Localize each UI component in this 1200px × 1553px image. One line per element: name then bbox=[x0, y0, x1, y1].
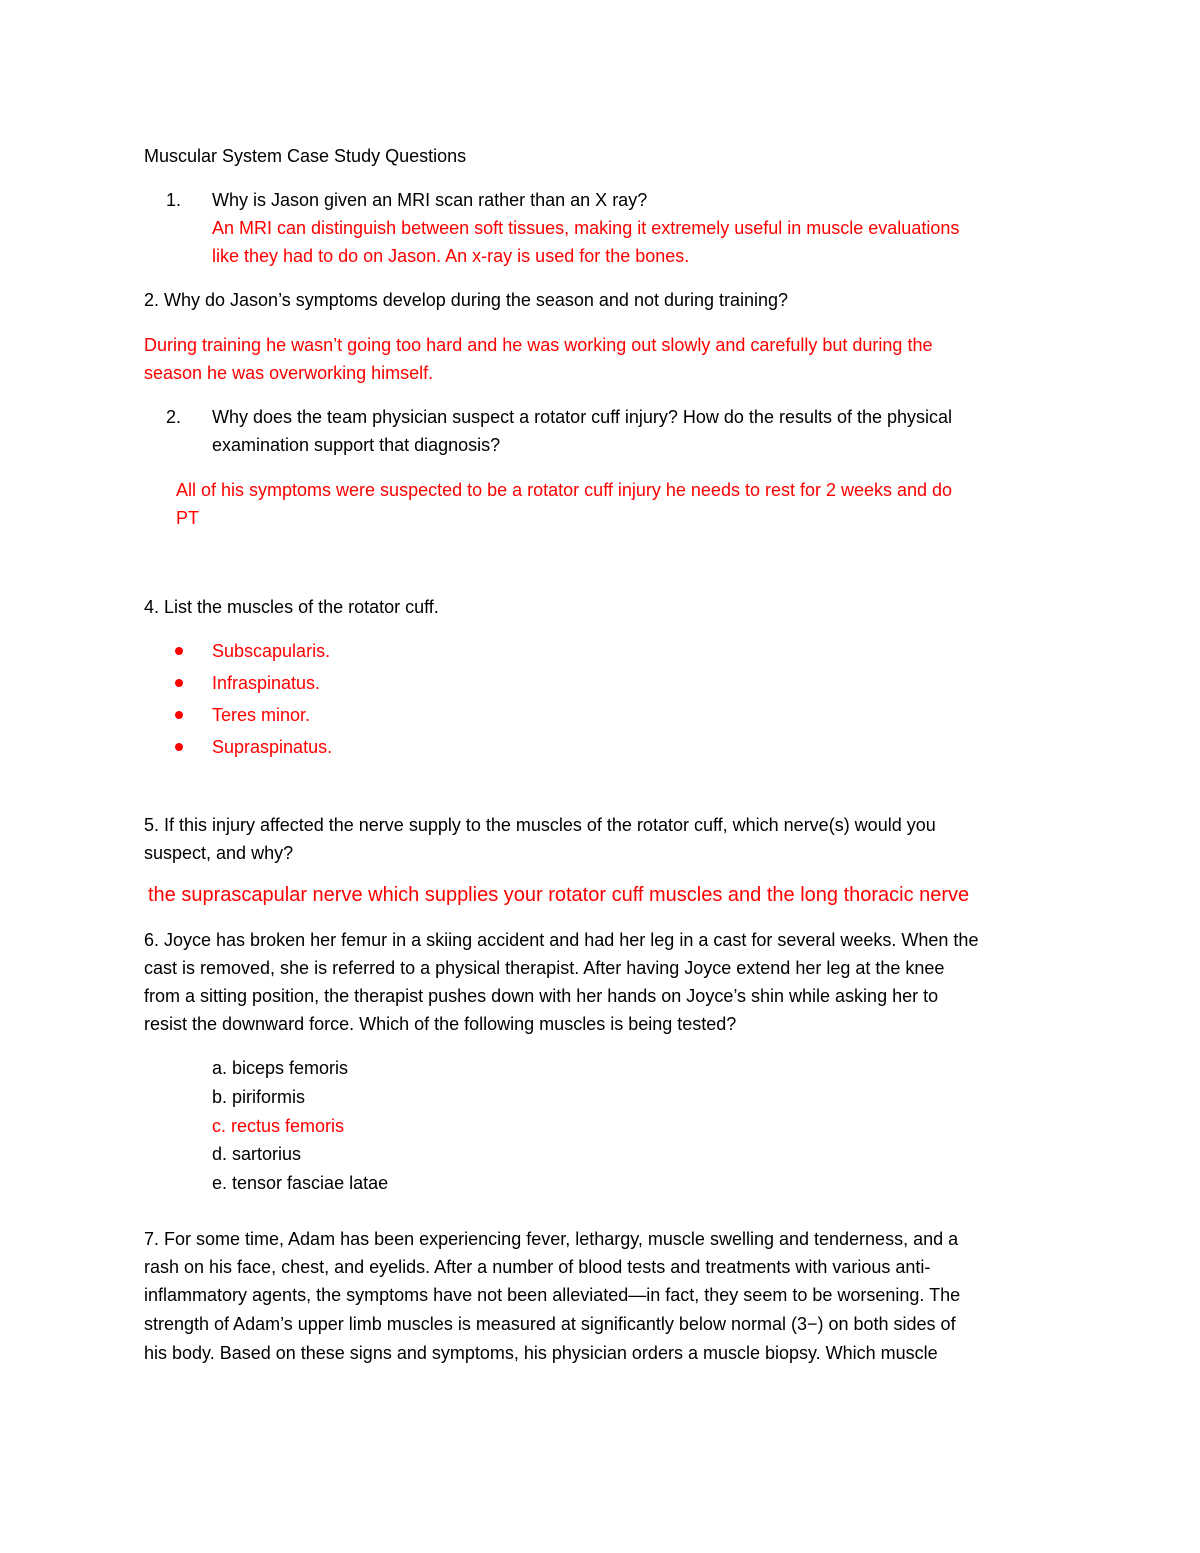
q6-question-line: 6. Joyce has broken her femur in a skiing accident and had her leg in a cast for several weeks. When the bbox=[144, 930, 979, 950]
q3-number: 2. bbox=[166, 407, 182, 427]
q4-answer-item: Subscapularis. bbox=[212, 641, 331, 661]
q2-question: 2. Why do Jason’s symptoms develop during the season and not during training? bbox=[144, 290, 789, 310]
bullet-icon bbox=[175, 711, 183, 719]
q6-question-line: resist the downward force. Which of the following muscles is being tested? bbox=[144, 1014, 737, 1034]
q7-question-line: 7. For some time, Adam has been experiencing fever, lethargy, muscle swelling and tenderness, and a bbox=[144, 1229, 959, 1249]
q3-answer-line: All of his symptoms were suspected to be a rotator cuff injury he needs to rest for 2 weeks and do bbox=[176, 480, 953, 500]
q6-option: a. biceps femoris bbox=[212, 1058, 349, 1078]
q2-answer-line: season he was overworking himself. bbox=[144, 363, 434, 383]
q7-question-line: inflammatory agents, the symptoms have not been alleviated—in fact, they seem to be worsening. The bbox=[144, 1285, 961, 1305]
q5-question-line: suspect, and why? bbox=[144, 843, 294, 863]
q3-question-line: Why does the team physician suspect a rotator cuff injury? How do the results of the physical bbox=[212, 407, 953, 427]
q6-question-line: cast is removed, she is referred to a physical therapist. After having Joyce extend her leg at the knee bbox=[144, 958, 945, 978]
q4-answer-item: Infraspinatus. bbox=[212, 673, 321, 693]
q7-question-line: his body. Based on these signs and symptoms, his physician orders a muscle biopsy. Which muscle bbox=[144, 1343, 938, 1363]
q5-answer: the suprascapular nerve which supplies your rotator cuff muscles and the long thoracic nerve bbox=[148, 884, 970, 906]
q6-option: b. piriformis bbox=[212, 1087, 306, 1107]
q4-answer-item: Teres minor. bbox=[212, 705, 311, 725]
q6-option-selected: c. rectus femoris bbox=[212, 1116, 345, 1136]
q6-option: d. sartorius bbox=[212, 1144, 302, 1164]
q6-question-line: from a sitting position, the therapist pushes down with her hands on Joyce’s shin while asking her to bbox=[144, 986, 939, 1006]
q1-answer-line: like they had to do on Jason. An x-ray is used for the bones. bbox=[212, 246, 690, 266]
bullet-icon bbox=[175, 647, 183, 655]
q5-question-line: 5. If this injury affected the nerve supply to the muscles of the rotator cuff, which nerve(s) would you bbox=[144, 815, 936, 835]
q2-answer-line: During training he wasn’t going too hard and he was working out slowly and carefully but during the bbox=[144, 335, 933, 355]
q7-question-line: strength of Adam’s upper limb muscles is measured at significantly below normal (3−) on both sides of bbox=[144, 1314, 956, 1334]
q1-number: 1. bbox=[166, 190, 182, 210]
q7-question-line: rash on his face, chest, and eyelids. After a number of blood tests and treatments with various anti- bbox=[144, 1257, 931, 1277]
q4-question: 4. List the muscles of the rotator cuff. bbox=[144, 597, 439, 617]
q6-option: e. tensor fasciae latae bbox=[212, 1173, 389, 1193]
q1-answer-line: An MRI can distinguish between soft tissues, making it extremely useful in muscle evaluations bbox=[212, 218, 960, 238]
q3-question-line: examination support that diagnosis? bbox=[212, 435, 501, 455]
bullet-icon bbox=[175, 679, 183, 687]
doc-title: Muscular System Case Study Questions bbox=[144, 146, 467, 166]
q1-question: Why is Jason given an MRI scan rather than an X ray? bbox=[212, 190, 648, 210]
q3-answer-line: PT bbox=[176, 508, 200, 528]
q4-answer-item: Supraspinatus. bbox=[212, 737, 333, 757]
bullet-icon bbox=[175, 743, 183, 751]
